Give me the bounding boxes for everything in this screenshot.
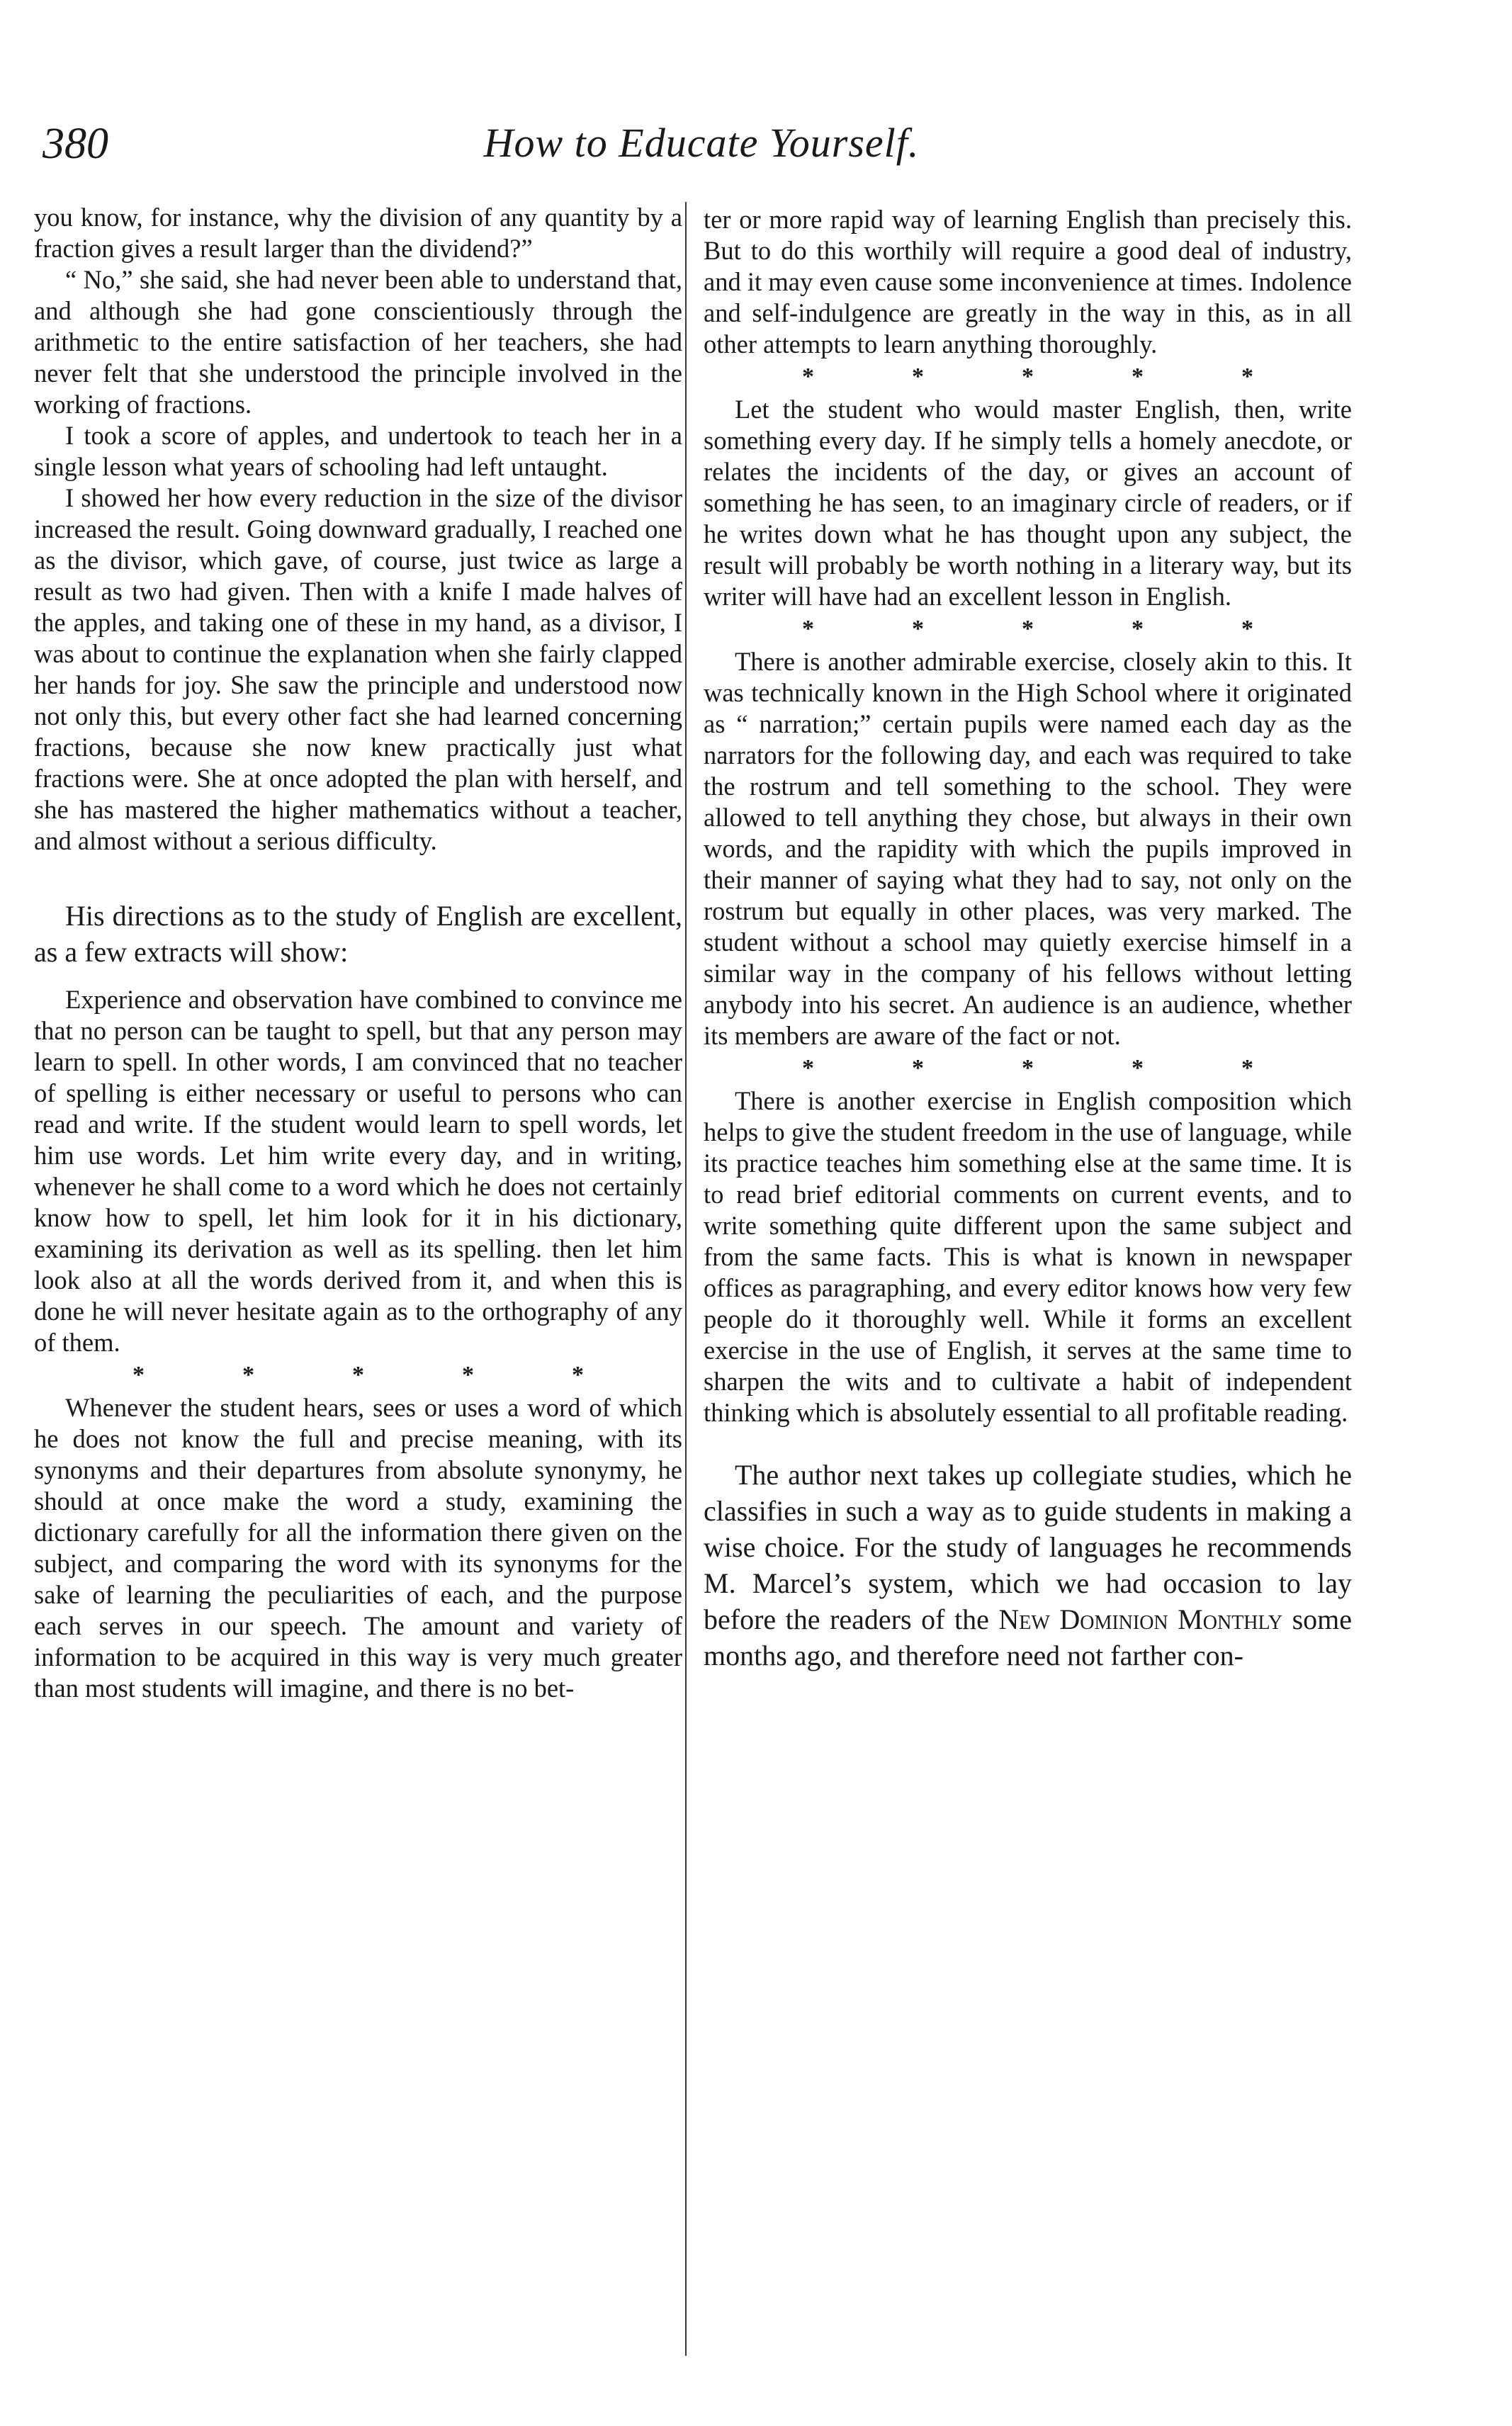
running-head [43, 119, 1360, 183]
star-mark: * [132, 1362, 145, 1388]
paragraph: you know, for instance, why the division of any quantity by a fraction gives a result larger than the dividend?” [34, 203, 682, 263]
star-mark: * [912, 1055, 924, 1081]
magazine-title: New Dominion Monthly [998, 1603, 1283, 1635]
paragraph: I took a score of apples, and undertook to teach her in a single lesson what years of schooling had left untaught. [34, 421, 682, 481]
star-mark: * [1241, 1055, 1253, 1081]
star-mark: * [1022, 616, 1034, 642]
star-mark: * [1132, 363, 1144, 390]
section-break [34, 1358, 682, 1392]
text-run: The author next takes up collegiate studies, which he classifies in such a way as to guide students in making a wise choice. For the study of languages he recommends M. Marcel’s system, which we had occasion to lay before the readers of the [704, 1459, 1352, 1635]
paragraph: I showed her how every reduction in the size of the divisor increased the result. Going downward gradually, I reached one as the divisor, which gave, of course, just twice as large a result as two had given. Then with a knife I made halves of the apples, and taking one of these in my hand, as a divisor, I was about to continue the explanation when she fairly clapped her hands for joy. She saw the principle and understood now not only this, but every other fact she had learned concerning fractions, because she now knew practically just what fractions were. She at once adopted the plan with herself, and she has mastered the higher mathematics without a teacher, and almost without a serious difficulty. [34, 483, 682, 855]
star-mark: * [462, 1362, 474, 1388]
star-mark: * [1022, 1055, 1034, 1081]
right-column [704, 204, 1352, 1674]
star-mark: * [352, 1362, 364, 1388]
paragraph-commentary [704, 1457, 1352, 1674]
text-run: some months ago, and therefore need not farther con- [704, 1603, 1353, 1671]
star-mark: * [242, 1362, 254, 1388]
star-mark: * [802, 363, 814, 390]
star-mark: * [912, 363, 924, 390]
paragraph-quotation: Experience and observation have combined to convince me that no person can be taught to spell, but that any person may learn to spell. In other words, I am convinced that no teacher of spelling is either necessary or useful to persons who can read and write. If the student would learn to spell words, let him use words. Let him write every day, and in writing, whenever he shall come to a word which he does not certainly know how to spell, let him look for it in his dictionary, examining its derivation as well as its spelling. then let him look also at all the words derived from it, and when this is done he will never hesitate again as to the orthography of any of them. [34, 985, 682, 1357]
column-divider [685, 202, 687, 2356]
star-mark: * [802, 1055, 814, 1081]
section-break [704, 612, 1352, 646]
star-mark: * [1241, 616, 1253, 642]
section-break [704, 360, 1352, 394]
star-mark: * [1132, 616, 1144, 642]
paragraph-commentary: His directions as to the study of English are excellent, as a few extracts will show: [34, 900, 682, 968]
star-mark: * [572, 1362, 584, 1388]
left-column [34, 202, 682, 1704]
paragraph: “ No,” she said, she had never been able to understand that, and although she had gone conscientiously through the arithmetic to the entire satisfaction of her teachers, she had never felt that she understood the principle involved in the working of fractions. [34, 265, 682, 419]
section-break [704, 1051, 1352, 1085]
paragraph-quotation: There is another exercise in English composition which helps to give the student freedom in the use of language, while its practice teaches him something else at the same time. It is to read brief editorial comments on current events, and to write something quite different upon the same subject and from the same facts. This is what is known in newspaper offices as paragraphing, and every editor knows how very few people do it thoroughly well. While it forms an excellent exercise in the use of English, it serves at the same time to sharpen the wits and to cultivate a habit of independent thinking which is absolutely essential to all profitable reading. [704, 1086, 1352, 1427]
star-mark: * [802, 616, 814, 642]
paragraph-quotation: There is another admirable exercise, closely akin to this. It was technically known in the High School where it originated as “ narration;” certain pupils were named each day as the narrators for the following day, and each was required to take the rostrum and tell something to the school. They were allowed to tell anything they chose, but always in their own words, and the rapidity with which the pupils improved in their manner of saying what they had to say, not only on the rostrum but equally in other places, was very marked. The student without a school may quietly exercise himself in a similar way in the company of his fellows without letting anybody into his secret. An audience is an audience, whether its members are aware of the fact or not. [704, 647, 1352, 1050]
paragraph-quotation: Whenever the student hears, sees or uses a word of which he does not know the full and precise meaning, with its synonyms and their departures from absolute synonymy, he should at once make the word a study, examining the dictionary carefully for all the information there given on the subject, and comparing the word with its synonyms for the sake of learning the peculiarities of each, and the purpose each serves in our speech. The amount and variety of information to be acquired in this way is very much greater than most students will imagine, and there is no bet- [34, 1393, 682, 1703]
star-mark: * [912, 616, 924, 642]
running-title: How to Educate Yourself. [483, 120, 920, 166]
star-mark: * [1132, 1055, 1144, 1081]
page-number: 380 [43, 120, 108, 168]
paragraph-quotation: Let the student who would master English, then, write something every day. If he simply tells a homely anecdote, or relates the incidents of the day, or gives an account of something he has seen, to an imaginary circle of readers, or if he writes down what he has thought upon any subject, the result will probably be worth nothing in a literary way, but its writer will have had an excellent lesson in English. [704, 395, 1352, 611]
paragraph-quotation: ter or more rapid way of learning English than precisely this. But to do this worthily will require a good deal of industry, and it may even cause some inconvenience at times. Indolence and self-indulgence are greatly in the way in this, as in all other attempts to learn anything thoroughly. [704, 205, 1352, 359]
star-mark: * [1241, 363, 1253, 390]
star-mark: * [1022, 363, 1034, 390]
